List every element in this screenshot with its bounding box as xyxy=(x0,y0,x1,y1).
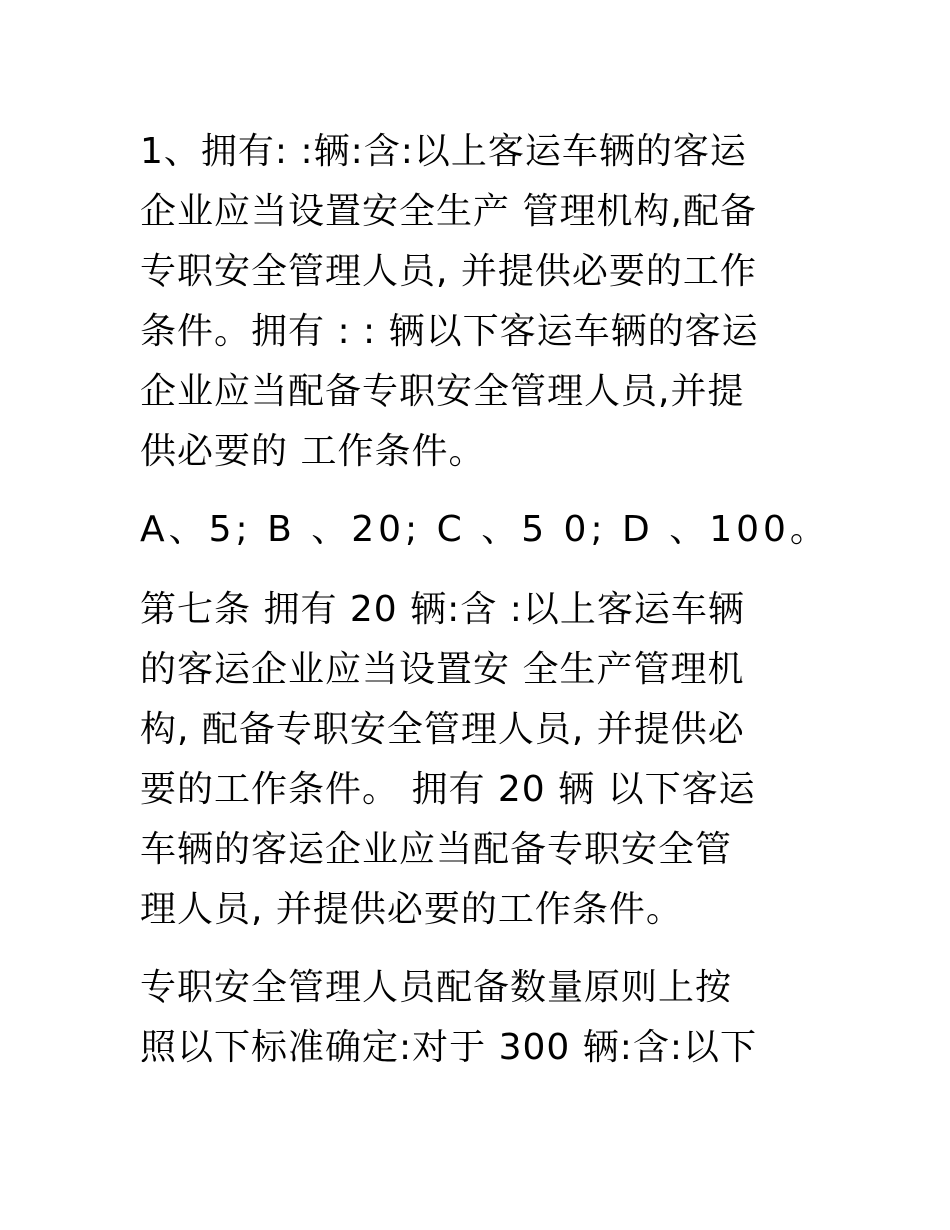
staffing-standard-paragraph xyxy=(140,958,840,1078)
regulation-article-paragraph xyxy=(140,580,840,940)
text-line: 理人员, 并提供必要的工作条件。 xyxy=(140,889,683,930)
text-line: 专职安全管理人员, 并提供必要的工作 xyxy=(140,251,757,292)
text-line: 企业应当设置安全生产 管理机构,配备 xyxy=(140,191,757,232)
text-line: 1、拥有: :辆:含:以上客运车辆的客运 xyxy=(140,131,747,172)
text-line: 车辆的客运企业应当配备专职安全管 xyxy=(140,829,733,870)
text-line: 供必要的 工作条件。 xyxy=(140,431,486,472)
text-line: 条件。拥有 : : 辆以下客运车辆的客运 xyxy=(140,311,759,352)
text-line: 企业应当配备专职安全管理人员,并提 xyxy=(140,371,745,412)
question-paragraph xyxy=(140,122,840,482)
text-line: 构, 配备专职安全管理人员, 并提供必 xyxy=(140,709,745,750)
text-line: 照以下标准确定:对于 300 辆:含:以下 xyxy=(140,1027,757,1068)
text-line: 第七条 拥有 20 辆:含 :以上客运车辆 xyxy=(140,589,745,630)
text-line: 要的工作条件。 拥有 20 辆 以下客运 xyxy=(140,769,756,810)
text-line: 专职安全管理人员配备数量原则上按 xyxy=(140,967,733,1008)
options-line: A、5; B 、20; C 、5 0; D 、100。 xyxy=(140,509,830,550)
answer-options xyxy=(140,500,840,560)
text-line: 的客运企业应当设置安 全生产管理机 xyxy=(140,649,745,690)
